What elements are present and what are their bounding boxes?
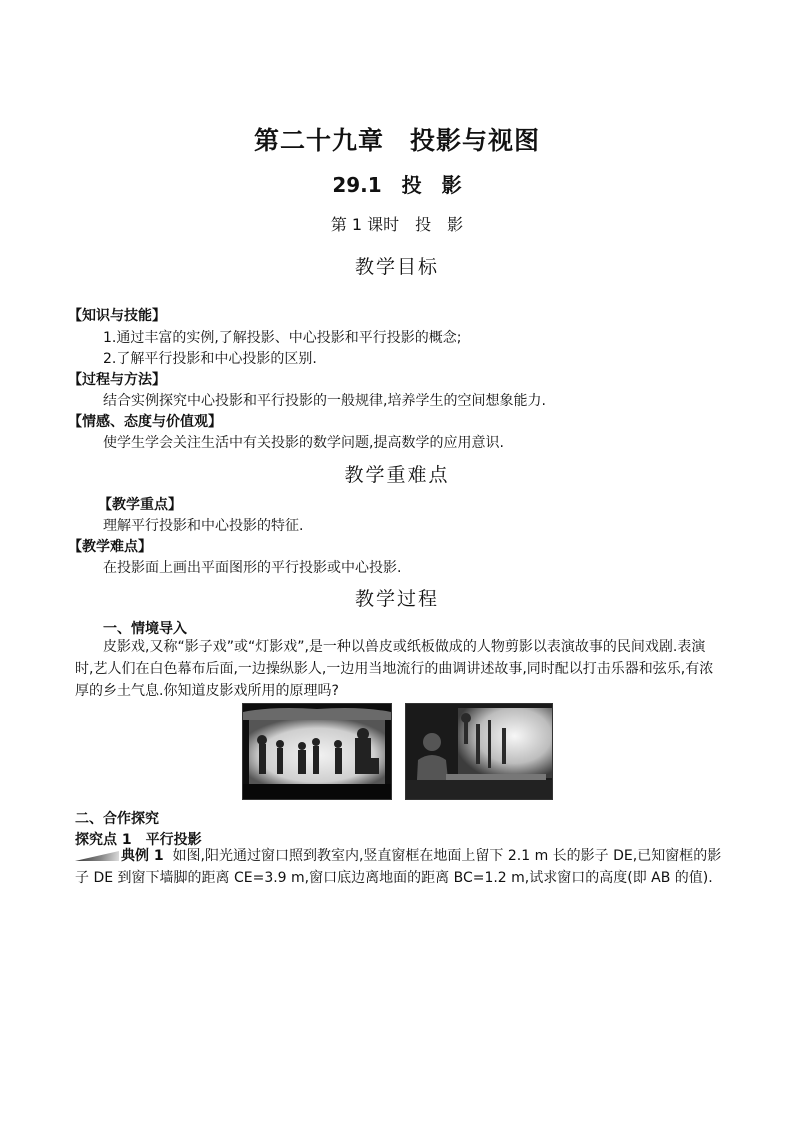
shadow-play-photo-backstage — [405, 703, 553, 800]
example-marker-icon — [75, 851, 119, 861]
knowledge-item-2: 2.了解平行投影和中心投影的区别. — [103, 351, 317, 367]
cooperation-title: 二、合作探究 — [75, 811, 159, 827]
focus-label: 【教学重点】 — [98, 497, 182, 513]
shadow-play-backstage-image — [406, 704, 552, 799]
difficulty-label: 【教学难点】 — [68, 539, 152, 555]
point1-title: 探究点 1 平行投影 — [75, 832, 202, 848]
focus-text: 理解平行投影和中心投影的特征. — [103, 518, 304, 534]
emotion-text: 使学生学会关注生活中有关投影的数学问题,提高数学的应用意识. — [103, 435, 504, 451]
section-title: 29.1 投 影 — [332, 173, 462, 197]
situation-title: 一、情境导入 — [103, 621, 187, 637]
difficulty-text: 在投影面上画出平面图形的平行投影或中心投影. — [103, 560, 402, 576]
goals-heading: 教学目标 — [354, 256, 439, 278]
shadow-play-photo-stage — [242, 703, 392, 800]
process-label: 【过程与方法】 — [68, 372, 166, 388]
lesson-title: 第 1 课时 投 影 — [330, 215, 464, 234]
process-text: 结合实例探究中心投影和平行投影的一般规律,培养学生的空间想象能力. — [103, 393, 546, 409]
process-heading: 教学过程 — [354, 588, 439, 610]
situation-text: 皮影戏,又称“影子戏”或“灯影戏”,是一种以兽皮或纸板做成的人物剪影以表演故事的民间戏剧.表演时,艺人们在白色幕布后面,一边操纵影人,一边用当地流行的曲调讲述故事,同时配以打击乐器和弦乐,有浓厚的乡土气息.你知道皮影戏所用的原理吗? — [75, 639, 714, 699]
shadow-play-stage-image — [243, 704, 391, 799]
example-1-text: 如图,阳光通过窗口照到教室内,竖直窗框在地面上留下 2.1 m 长的影子 DE,已知窗框的影子 DE 到窗下墙脚的距离 CE=3.9 m,窗口底边离地面的距离 BC=1.2 m,试求窗口的高度(即 AB 的值). — [75, 848, 722, 886]
keypoints-heading: 教学重难点 — [344, 464, 450, 486]
knowledge-item-1: 1.通过丰富的实例,了解投影、中心投影和平行投影的概念; — [103, 330, 462, 346]
knowledge-label: 【知识与技能】 — [68, 308, 166, 324]
emotion-label: 【情感、态度与价值观】 — [68, 414, 222, 430]
chapter-title: 第二十九章 投影与视图 — [253, 126, 540, 155]
example-1-paragraph — [75, 845, 723, 889]
example-1-label: 典例 1 — [121, 848, 164, 864]
